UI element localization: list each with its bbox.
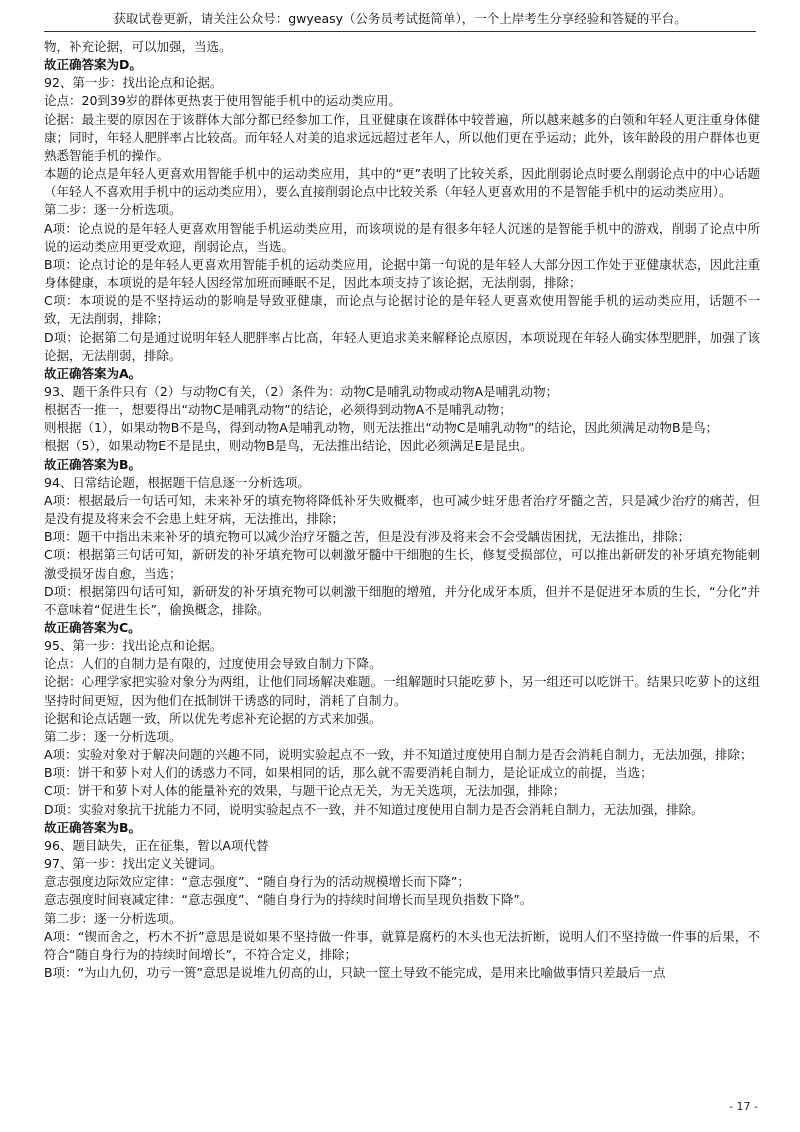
text-paragraph: A项：实验对象对于解决问题的兴趣不同，说明实验起点不一致，并不知道过度使用自制力是否会消耗自制力，无法加强，排除； bbox=[44, 747, 753, 763]
answer-line: 故正确答案为A。 bbox=[44, 365, 142, 381]
answer-line: 故正确答案为B。 bbox=[44, 819, 142, 835]
page-number: - 17 - bbox=[729, 1100, 758, 1113]
text-paragraph: 第二步：逐一分析选项。 bbox=[44, 910, 182, 926]
header-divider bbox=[44, 31, 756, 32]
text-paragraph: B项：“为山九仞，功亏一篑”意思是说堆九仞高的山，只缺一筐土导致不能完成，是用来比喻做事情只差最后一点 bbox=[44, 964, 666, 980]
text-paragraph: 论点：人们的自制力是有限的，过度使用会导致自制力下降。 bbox=[44, 656, 382, 672]
answer-line: 故正确答案为D。 bbox=[44, 57, 142, 73]
document-body bbox=[44, 38, 760, 982]
text-paragraph: 论点：20到39岁的群体更热衷于使用智能手机中的运动类应用。 bbox=[44, 93, 401, 109]
text-paragraph: 本题的论点是年轻人更喜欢用智能手机中的运动类应用，其中的“更”表明了比较关系，因此削弱论点时要么削弱论点中的中心话题（年轻人不喜欢用手机中的运动类应用），要么直接削弱论点中比较关系（年轻人更喜欢用的不是智能手机中的运动类应用）。 bbox=[44, 166, 760, 200]
text-paragraph: 意志强度边际效应定律：“意志强度”、“随自身行为的活动规模增长而下降”； bbox=[44, 874, 470, 890]
text-paragraph: 95、第一步：找出论点和论据。 bbox=[44, 638, 223, 654]
text-paragraph: 论据：最主要的原因在于该群体大部分都已经参加工作，且亚健康在该群体中较普遍，所以越来越多的白领和年轻人更注重身体健康；同时，年轻人肥胖率占比较高。而年轻人对美的追求远远超过老年人，所以他们更在乎运动；此外，该年龄段的用户群体也更熟悉智能手机的操作。 bbox=[44, 111, 760, 163]
text-paragraph: 则根据（1），如果动物B不是鸟，得到动物A是哺乳动物，则无法推出“动物C是哺乳动物”的结论，因此须满足动物B是鸟； bbox=[44, 420, 719, 436]
text-paragraph: A项：论点说的是年轻人更喜欢用智能手机运动类应用，而该项说的是有很多年轻人沉迷的是智能手机中的游戏，削弱了论点中所说的运动类应用更受欢迎，削弱论点，当选。 bbox=[44, 220, 760, 254]
text-paragraph: 第二步：逐一分析选项。 bbox=[44, 728, 182, 744]
text-paragraph: B项：论点讨论的是年轻人更喜欢用智能手机的运动类应用，论据中第一句说的是年轻人大部分因工作处于亚健康状态，因此注重身体健康，本项说的是年轻人因经常加班而睡眠不足，因此本项支持了该论据，无法削弱，排除； bbox=[44, 256, 760, 291]
text-paragraph: 根据（5），如果动物E不是昆虫，则动物B是鸟，无法推出结论，因此必须满足E是昆虫。 bbox=[44, 438, 533, 454]
text-paragraph: 97、第一步：找出定义关键词。 bbox=[44, 856, 223, 872]
text-paragraph: 意志强度时间衰减定律：“意志强度”、“随自身行为的持续时间增长而呈现负指数下降”。 bbox=[44, 892, 533, 908]
text-paragraph: 93、题干条件只有（2）与动物C有关，（2）条件为：动物C是哺乳动物或动物A是哺乳动物； bbox=[44, 383, 559, 399]
text-paragraph: A项：“锲而舍之，朽木不折”意思是说如果不坚持做一件事，就算是腐朽的木头也无法折断，说明人们不坚持做一件事的后果，不符合“随自身行为的持续时间增长”，不符合定义，排除； bbox=[44, 928, 760, 962]
text-paragraph: A项：根据最后一句话可知，未来补牙的填充物将降低补牙失败概率，也可减少蛀牙患者治疗牙髓之苦，只是减少治疗的痛苦，但是没有提及将来会不会患上蛀牙病，无法推出，排除； bbox=[44, 492, 760, 527]
text-paragraph: 96、题目缺失，正在征集，暂以A项代替 bbox=[44, 837, 269, 853]
text-paragraph: 物，补充论据，可以加强，当选。 bbox=[44, 39, 232, 54]
text-paragraph: 论据：心理学家把实验对象分为两组，让他们同场解决难题。一组解题时只能吃萝卜，另一组还可以吃饼干。结果只吃萝卜的这组坚持时间更短，因为他们在抵制饼干诱惑的同时，消耗了自制力。 bbox=[44, 674, 760, 708]
text-paragraph: B项：题干中指出未来补牙的填充物可以减少治疗牙髓之苦，但是没有涉及将来会不会受龋齿困扰，无法推出，排除； bbox=[44, 529, 691, 545]
text-paragraph: C项：饼干和萝卜对人体的能量补充的效果，与题干论点无关，为无关选项，无法加强，排除； bbox=[44, 783, 566, 799]
text-paragraph: C项：根据第三句话可知，新研发的补牙填充物可以刺激牙髓中干细胞的生长，修复受损部位，可以推出新研发的补牙填充物能刺激受损牙齿自愈，当选； bbox=[44, 547, 760, 581]
text-paragraph: 根据否一推一，想要得出“动物C是哺乳动物”的结论，必须得到动物A不是哺乳动物； bbox=[44, 402, 512, 418]
answer-line: 故正确答案为B。 bbox=[44, 456, 142, 472]
text-paragraph: 92、第一步：找出论点和论据。 bbox=[44, 75, 223, 91]
text-paragraph: D项：根据第四句话可知，新研发的补牙填充物可以刺激干细胞的增殖，并分化成牙本质，但并不是促进牙本质的生长，“分化”并不意味着“促进生长”，偷换概念，排除。 bbox=[44, 583, 760, 617]
text-paragraph: D项：实验对象抗干扰能力不同，说明实验起点不一致，并不知道过度使用自制力是否会消耗自制力，无法加强，排除。 bbox=[44, 801, 704, 817]
answer-line: 故正确答案为C。 bbox=[44, 620, 141, 635]
text-paragraph: C项：本项说的是不坚持运动的影响是导致亚健康，而论点与论据讨论的是年轻人更喜欢使用智能手机的运动类应用，话题不一致，无法削弱，排除； bbox=[44, 293, 760, 327]
text-paragraph: 第二步：逐一分析选项。 bbox=[44, 202, 182, 218]
text-paragraph: 94、日常结论题，根据题干信息逐一分析选项。 bbox=[44, 474, 310, 490]
text-paragraph: B项：饼干和萝卜对人们的诱惑力不同，如果相同的话，那么就不需要消耗自制力，是论证成立的前提，当选； bbox=[44, 765, 653, 781]
text-paragraph: D项：论据第二句是通过说明年轻人肥胖率占比高，年轻人更追求美来解释论点原因，本项说现在年轻人确实体型肥胖，加强了该论据，无法削弱，排除。 bbox=[44, 329, 760, 363]
page-header: 获取试卷更新，请关注公众号：gwyeasy（公务员考试挺简单），一个上岸考生分享经验和答疑的平台。 bbox=[113, 11, 687, 26]
text-paragraph: 论据和论点话题一致，所以优先考虑补充论据的方式来加强。 bbox=[44, 710, 382, 726]
